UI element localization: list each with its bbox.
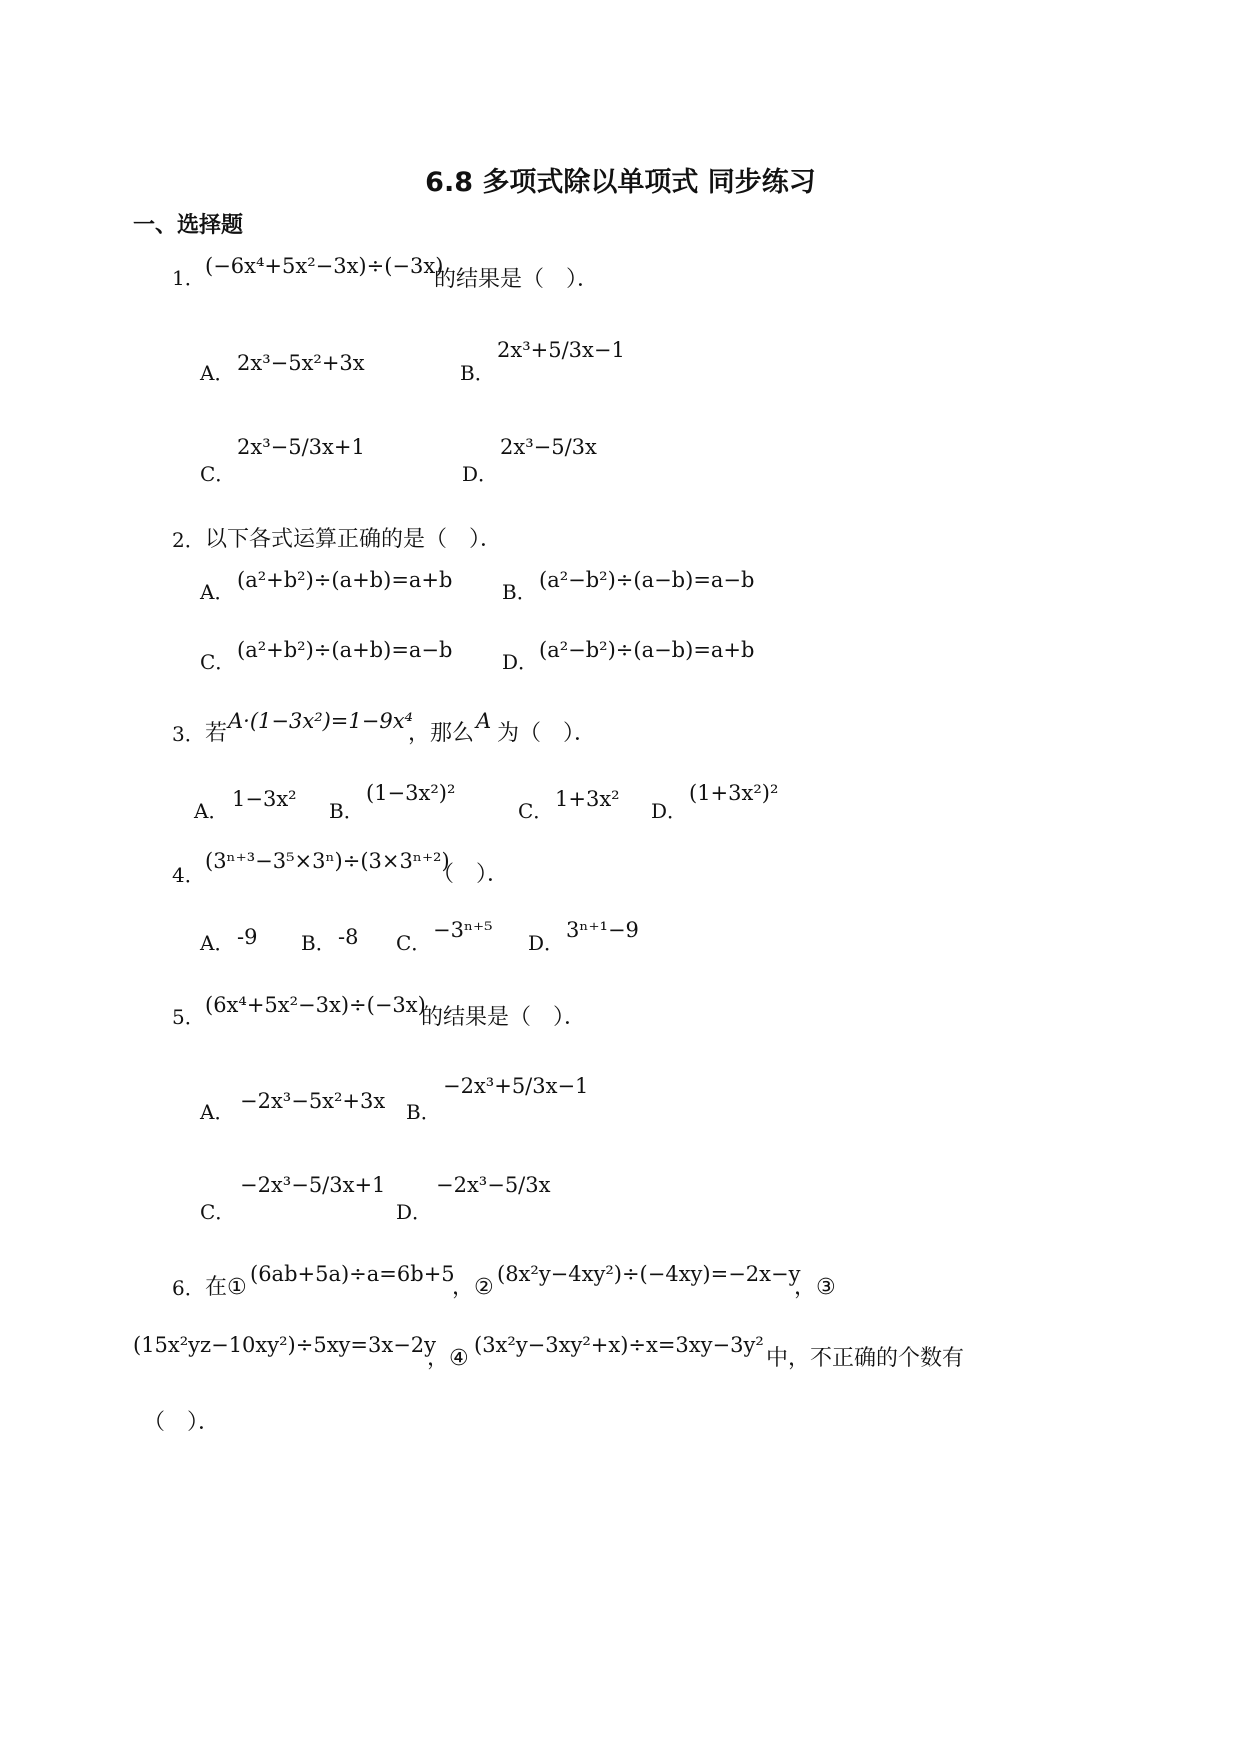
option-a-expr: 1−3x² xyxy=(232,787,297,811)
question-mid: ，那么 xyxy=(408,721,475,746)
question-text: 以下各式运算正确的是（ ）． xyxy=(205,527,503,552)
question-number: 4． xyxy=(172,863,205,887)
option-a-expr: (a²+b²)÷(a+b)=a+b xyxy=(237,568,453,592)
option-b-label: B． xyxy=(460,361,495,385)
question-prefix: 若 xyxy=(205,721,228,746)
question-expression: (3ⁿ⁺³−3⁵×3ⁿ)÷(3×3ⁿ⁺²) xyxy=(205,849,450,873)
option-c-expr: (a²+b²)÷(a+b)=a−b xyxy=(237,638,453,662)
option-c-expr: −2x³−5/3x+1 xyxy=(240,1173,386,1197)
option-c-label: C． xyxy=(200,650,236,674)
option-b-expr: (1−3x²)² xyxy=(366,781,456,805)
option-c-expr: −3ⁿ⁺⁵ xyxy=(433,918,493,942)
option-c-expr: 1+3x² xyxy=(555,787,620,811)
statement-separator: ，② xyxy=(452,1275,494,1300)
option-d-expr: (a²−b²)÷(a−b)=a+b xyxy=(539,638,755,662)
option-c-label: C． xyxy=(200,1200,236,1224)
option-c-label: C． xyxy=(518,799,554,823)
option-c-label: C． xyxy=(200,462,236,486)
question-text: 的结果是（ ）． xyxy=(421,1005,587,1030)
question-text: （ ）． xyxy=(432,862,510,887)
statement-1-expr: (6ab+5a)÷a=6b+5 xyxy=(250,1262,455,1286)
question-text: 的结果是（ ）． xyxy=(434,267,600,292)
question-number: 1． xyxy=(172,266,205,290)
option-d-expr: 2x³−5/3x xyxy=(500,435,597,459)
option-d-expr: −2x³−5/3x xyxy=(436,1173,551,1197)
option-d-label: D． xyxy=(396,1200,433,1224)
option-a-label: A． xyxy=(200,1100,235,1124)
question-variable: A xyxy=(476,709,492,733)
option-c-label: C． xyxy=(396,931,432,955)
option-b-label: B． xyxy=(406,1100,441,1124)
page-title: 6.8 多项式除以单项式 同步练习 xyxy=(425,167,816,198)
option-d-label: D． xyxy=(651,799,688,823)
option-d-expr: (1+3x²)² xyxy=(689,781,779,805)
option-d-label: D． xyxy=(528,931,565,955)
option-b-label: B． xyxy=(502,580,537,604)
option-b-expr: 2x³+5/3x−1 xyxy=(497,338,625,362)
question-expression: (−6x⁴+5x²−3x)÷(−3x) xyxy=(205,254,444,278)
option-a-expr: 2x³−5x²+3x xyxy=(237,351,365,375)
statement-separator: ，③ xyxy=(794,1275,836,1300)
option-a-label: A． xyxy=(200,361,235,385)
option-b-expr: -8 xyxy=(338,925,359,949)
statement-separator: ，④ xyxy=(427,1346,469,1371)
question-number: 3． xyxy=(172,722,205,746)
option-a-label: A． xyxy=(200,931,235,955)
option-a-label: A． xyxy=(200,580,235,604)
option-a-expr: -9 xyxy=(237,925,258,949)
option-d-label: D． xyxy=(502,650,539,674)
option-d-expr: 3ⁿ⁺¹−9 xyxy=(566,918,639,942)
question-text: 中，不正确的个数有 xyxy=(766,1346,965,1371)
statement-3-expr: (15x²yz−10xy²)÷5xy=3x−2y xyxy=(133,1333,437,1357)
answer-blank: （ ）． xyxy=(143,1410,221,1435)
option-b-expr: −2x³+5/3x−1 xyxy=(443,1074,589,1098)
option-b-label: B． xyxy=(329,799,364,823)
question-number: 6． xyxy=(172,1276,205,1300)
question-expression: A·(1−3x²)=1−9x⁴ xyxy=(228,709,413,733)
option-b-expr: (a²−b²)÷(a−b)=a−b xyxy=(539,568,755,592)
statement-4-expr: (3x²y−3xy²+x)÷x=3xy−3y² xyxy=(474,1333,764,1357)
question-number: 5． xyxy=(172,1005,205,1029)
question-expression: (6x⁴+5x²−3x)÷(−3x) xyxy=(205,993,426,1017)
option-d-label: D． xyxy=(462,462,499,486)
question-text: 为（ ）． xyxy=(497,721,597,746)
option-c-expr: 2x³−5/3x+1 xyxy=(237,435,365,459)
statement-2-expr: (8x²y−4xy²)÷(−4xy)=−2x−y xyxy=(497,1262,801,1286)
question-number: 2． xyxy=(172,528,205,552)
question-prefix: 在① xyxy=(205,1275,247,1300)
section-heading: 一、选择题 xyxy=(133,213,244,238)
option-a-expr: −2x³−5x²+3x xyxy=(240,1089,386,1113)
option-a-label: A． xyxy=(194,799,229,823)
option-b-label: B． xyxy=(301,931,336,955)
